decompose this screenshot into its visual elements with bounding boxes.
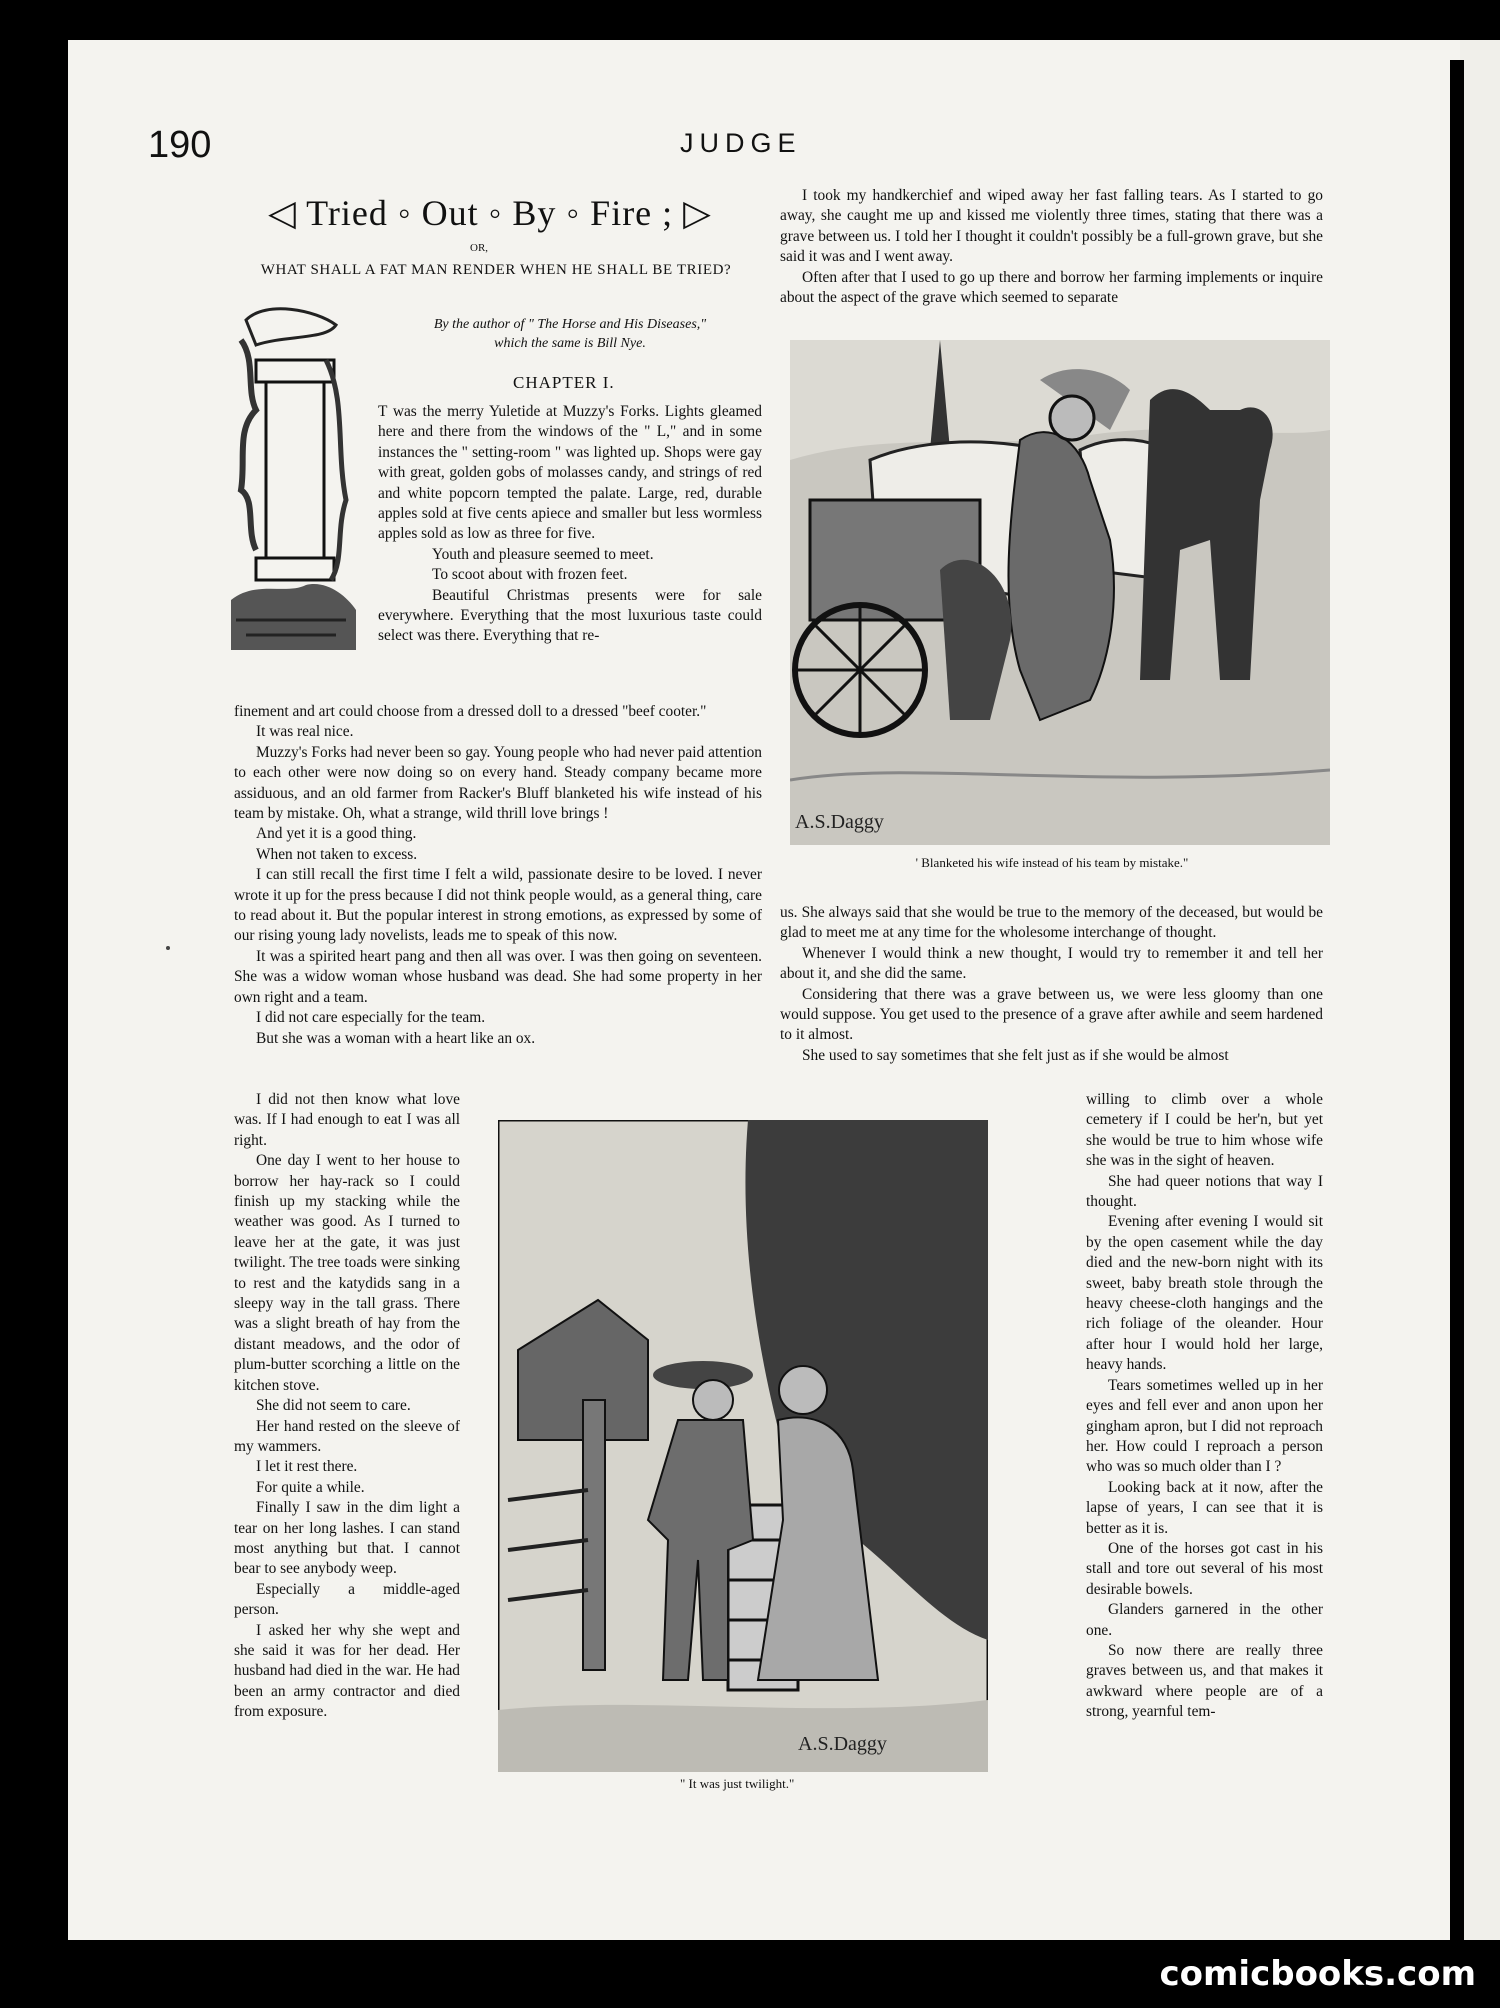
paragraph: I did not care especially for the team.	[256, 1009, 486, 1027]
magazine-title: JUDGE	[680, 128, 802, 158]
paragraph: Finally I saw in the dim light a tear on her long lashes. I can stand most anything but that. I cannot bear to see anybody weep.	[234, 1499, 460, 1578]
paragraph: She had queer notions that way I thought.	[1086, 1172, 1323, 1211]
byline-line-2: which the same is Bill Nye.	[494, 336, 646, 351]
paragraph: It was real nice.	[256, 723, 354, 741]
paragraph: Her hand rested on the sleeve of my wammers.	[234, 1417, 460, 1455]
printing-speck	[166, 946, 170, 950]
paragraph: Tears sometimes welled up in her eyes and fell ever and anon upon her gingham apron, but I did not reproach her. How could I reproach a person who was so much older than I ?	[1086, 1376, 1323, 1476]
column-2-top	[780, 186, 1323, 308]
illustration-1-signature: A.S.Daggy	[795, 811, 884, 833]
paragraph: She did not seem to care.	[256, 1397, 411, 1415]
paragraph: Evening after evening I would sit by the open casement while the day died and the new-born night with its sweet, baby breath stole through the heavy cheese-cloth hangings and the rich foliage of the oleander. Hour after hour I would hold her large, heavy hands.	[1086, 1213, 1323, 1374]
paragraph: Especially a middle-aged person.	[234, 1580, 460, 1619]
title-or: OR,	[470, 242, 489, 254]
paragraph: She used to say sometimes that she felt just as if she would be almost	[802, 1046, 1229, 1064]
binding-gutter	[1450, 60, 1464, 1940]
watermark: comicbooks.com	[1159, 1954, 1476, 1994]
illustration-wagon-horses	[790, 340, 1330, 845]
article-title: ◁ Tried ◦ Out ◦ By ◦ Fire ; ▷	[268, 193, 712, 233]
byline	[390, 315, 750, 353]
paragraph: I asked her why she wept and she said it was for her dead. Her husband had died in the war. He had been an army contractor and died from exposure.	[234, 1621, 460, 1721]
paragraph: When not taken to excess.	[256, 845, 418, 863]
column-2-middle	[780, 903, 1323, 1066]
column-1-narrow	[234, 1090, 460, 1723]
paragraph: It was a spirited heart pang and then all was over. I was then going on seventeen. She was a widow woman whose husband was dead. She had some property in her own right and a team.	[234, 947, 762, 1006]
column-2-narrow	[1086, 1090, 1323, 1723]
column-1-top	[378, 402, 762, 647]
paragraph: I let it rest there.	[256, 1458, 358, 1476]
article-subtitle: WHAT SHALL A FAT MAN RENDER WHEN HE SHALL BE TRIED?	[260, 262, 732, 278]
paragraph: For quite a while.	[256, 1478, 365, 1496]
paragraph: Whenever I would think a new thought, I would try to remember it and tell her about it, and she did the same.	[780, 944, 1323, 983]
illustration-2-signature: A.S.Daggy	[798, 1733, 887, 1755]
facing-page-edge	[1460, 40, 1500, 1940]
paragraph: To scoot about with frozen feet.	[432, 566, 628, 584]
paragraph: I did not then know what love was. If I had enough to eat I was all right.	[234, 1091, 460, 1149]
paragraph: us. She always said that she would be true to the memory of the deceased, but would be glad to meet me at any time for the wholesome interchange of thought.	[780, 904, 1323, 942]
illustration-2-caption: " It was just twilight."	[680, 1776, 795, 1791]
paragraph: Beautiful Christmas presents were for sale everywhere. Everything that the most luxurious taste could select was there. Everything that re-	[378, 586, 762, 645]
paragraph: Often after that I used to go up there and borrow her farming implements or inquire about the aspect of the grave which seemed to separate	[780, 268, 1323, 307]
paragraph: Glanders garnered in the other one.	[1086, 1601, 1323, 1639]
paragraph: One day I went to her house to borrow her hay-rack so I could finish up my stacking while the weather was good. As I turned to leave her at the gate, it was just twilight. The tree toads were sinking to rest and the katydids sang in a sleepy way in the tall grass. There was a slight breath of hay from the distant meadows, and the odor of plum-butter scorching a little on the kitchen stove.	[234, 1152, 460, 1394]
paragraph: And yet it is a good thing.	[256, 825, 417, 843]
decorative-initial-illustration	[226, 300, 360, 658]
page-number: 190	[148, 124, 212, 166]
paragraph: But she was a woman with a heart like an ox.	[256, 1029, 536, 1047]
chapter-heading: CHAPTER I.	[513, 373, 615, 392]
paragraph: T was the merry Yuletide at Muzzy's Forks. Lights gleamed here and there from the windows of the " L," and in some instances the " setting-room " was lighted up. Shops were gay with great, golden gobs of molasses candy, and strings of red and white popcorn tempted the palate. Large, red, durable apples sold at five cents apiece and smaller but less wormless apples sold as low as three for five.	[378, 403, 762, 543]
illustration-1-caption: ' Blanketed his wife instead of his team by mistake."	[915, 855, 1189, 870]
paragraph: Looking back at it now, after the lapse of years, I can see that it is better as it is.	[1086, 1478, 1323, 1537]
paragraph: I took my handkerchief and wiped away her fast falling tears. As I started to go away, she caught me up and kissed me violently three times, stating that there was a grave between us. I told her I thought it couldn't possibly be a full-grown grave, but she said it was and I went away.	[780, 187, 1323, 266]
paragraph: Youth and pleasure seemed to meet.	[432, 545, 654, 563]
paragraph: One of the horses got cast in his stall and tore out several of his most desirable bowels.	[1086, 1539, 1323, 1598]
paragraph: willing to climb over a whole cemetery if I could be her'n, but yet she would be true to him whose wife she was in the sight of heaven.	[1086, 1091, 1323, 1170]
paragraph: So now there are really three graves between us, and that makes it awkward where people are of a strong, yearnful tem-	[1086, 1641, 1323, 1721]
illustration-couple-at-gate	[498, 1120, 988, 1772]
paragraph: finement and art could choose from a dressed doll to a dressed "beef cooter."	[234, 703, 707, 720]
column-1-body	[234, 702, 762, 1049]
paragraph: I can still recall the first time I felt a wild, passionate desire to be loved. I never wrote it up for the press because I did not think people would, as a general thing, care to read about it. But the popular interest in strong emotions, as expressed by some of our rising young lady novelists, leads me to speak of this now.	[234, 866, 762, 945]
byline-line-1: By the author of " The Horse and His Diseases,"	[433, 317, 707, 332]
paragraph: Muzzy's Forks had never been so gay. Young people who had never paid attention to each other were now doing so on every hand. Steady company became more assiduous, and an old farmer from Racker's Bluff blanketed his wife instead of his team by mistake. Oh, what a strange, wild thrill love brings !	[234, 743, 762, 823]
paragraph: Considering that there was a grave between us, we were less gloomy than one would suppose. You get used to the presence of a grave after awhile and seem hardened to it almost.	[780, 985, 1323, 1044]
